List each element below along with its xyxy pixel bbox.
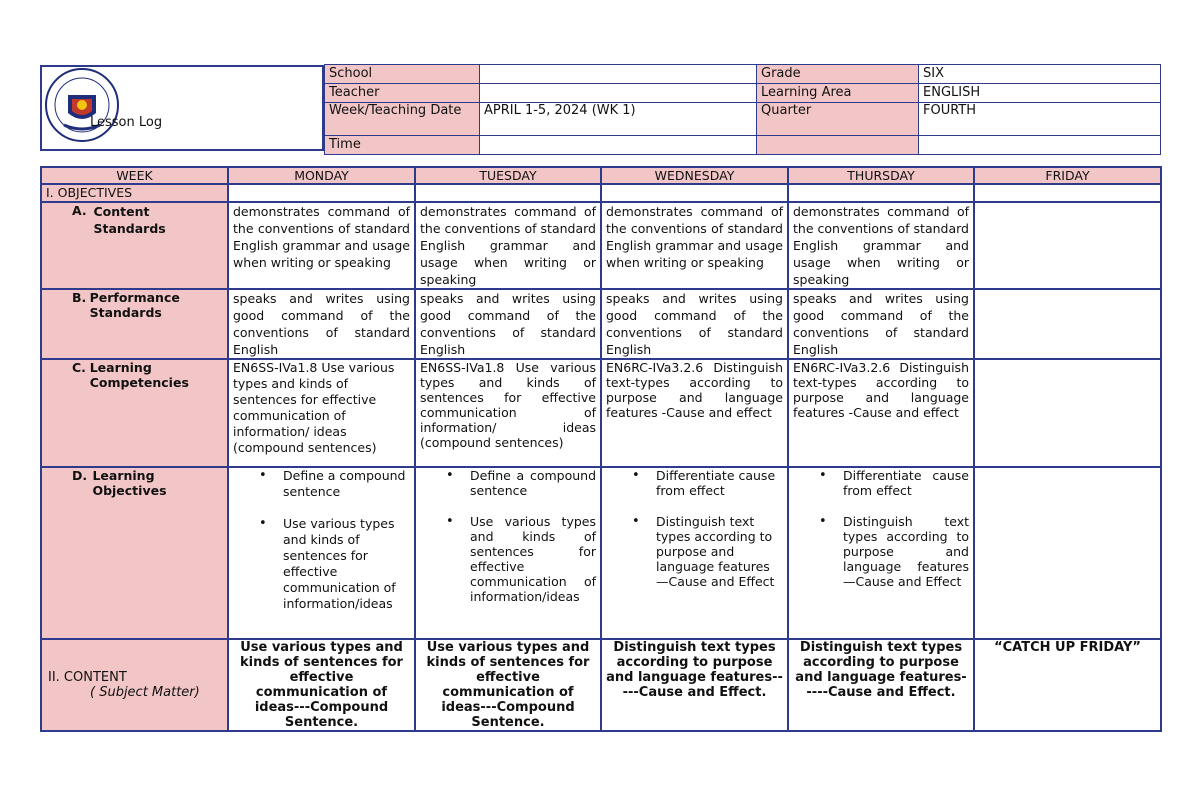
school-value[interactable] [480,65,757,84]
col-week: WEEK [41,167,228,184]
learning-competencies-row [41,359,1161,467]
row-label: Learning Competencies [89,360,189,390]
learning-area-label: Learning Area [757,84,919,103]
empty-cell [601,184,788,202]
lesson-plan-table [40,166,1162,732]
performance-standards-monday: speaks and writes using good command of the conventions of standard English [228,289,415,359]
list-item: • Define a compound sentence [283,468,410,500]
learning-competencies-tuesday: EN6SS-IVa1.8 Use various types and kinds of sentences for effective communication of information/ ideas (compound sentences) [415,359,601,467]
learning-objectives-thursday [788,467,974,639]
learning-competencies-monday: EN6SS-IVa1.8 Use various types and kinds of sentences for effective communication of information/ ideas (compound sentences) [228,359,415,467]
grade-value[interactable]: SIX [919,65,1161,84]
content-title: II. CONTENT [48,670,127,685]
row-letter: C. [72,360,86,375]
performance-standards-tuesday: speaks and writes using good command of the conventions of standard English [415,289,601,359]
col-friday: FRIDAY [974,167,1161,184]
teacher-label: Teacher [325,84,480,103]
empty-cell [788,184,974,202]
learning-competencies-thursday: EN6RC-IVa3.2.6 Distinguish text-types according to purpose and language features -Cause and effect [788,359,974,467]
list-item: • Use various types and kinds of sentences for effective communication of information/ideas [283,516,410,612]
performance-standards-thursday: speaks and writes using good command of the conventions of standard English [788,289,974,359]
content-standards-label [41,202,228,289]
content-thursday: Distinguish text types according to purpose and language features-----Cause and Effect. [788,639,974,731]
content-standards-row [41,202,1161,289]
objectives-row [41,184,1161,202]
learning-objectives-tuesday [415,467,601,639]
deped-seal-logo [44,67,120,143]
performance-standards-row [41,289,1161,359]
learning-objectives-friday [974,467,1161,639]
blank-value [919,136,1161,155]
learning-competencies-label [41,359,228,467]
content-friday: “CATCH UP FRIDAY” [974,639,1161,731]
learning-area-value[interactable]: ENGLISH [919,84,1161,103]
row-label: Performance Standards [89,290,180,320]
empty-cell [415,184,601,202]
quarter-value[interactable]: FOURTH [919,103,1161,136]
header-info-table [324,64,1161,155]
week-date-value[interactable]: APRIL 1-5, 2024 (WK 1) [480,103,757,136]
content-standards-thursday: demonstrates command of the conventions of standard English grammar and usage when writing or speaking [788,202,974,289]
list-item: • Use various types and kinds of sentences for effective communication of information/ideas [470,514,596,604]
content-sublabel: ( Subject Matter) [90,685,200,700]
list-item: • Distinguish text types according to purpose and language features —Cause and Effect [656,514,783,589]
col-monday: MONDAY [228,167,415,184]
grade-label: Grade [757,65,919,84]
lesson-log-title: Lesson Log [90,115,163,130]
content-standards-tuesday: demonstrates command of the conventions of standard English grammar and usage when writing or speaking [415,202,601,289]
row-letter: B. [72,290,87,305]
content-standards-friday [974,202,1161,289]
list-item: • Define a compound sentence [470,468,596,498]
list-item: • Distinguish text types according to purpose and language features —Cause and Effect [843,514,969,589]
content-standards-monday: demonstrates command of the conventions of standard English grammar and usage when writing or speaking [228,202,415,289]
col-thursday: THURSDAY [788,167,974,184]
col-tuesday: TUESDAY [415,167,601,184]
row-letter: A. [72,203,87,218]
learning-objectives-row [41,467,1161,639]
list-item: • Differentiate cause from effect [656,468,783,498]
quarter-label: Quarter [757,103,919,136]
row-label: Content Standards [93,204,166,236]
content-row [41,639,1161,731]
table-header-row [41,167,1161,184]
list-item: • Differentiate cause from effect [843,468,969,498]
school-label: School [325,65,480,84]
col-wednesday: WEDNESDAY [601,167,788,184]
performance-standards-wednesday: speaks and writes using good command of the conventions of standard English [601,289,788,359]
time-value[interactable] [480,136,757,155]
blank-label [757,136,919,155]
performance-standards-label [41,289,228,359]
content-wednesday: Distinguish text types according to purpose and language features-----Cause and Effect. [601,639,788,731]
row-label: Learning Objectives [92,468,167,498]
content-tuesday: Use various types and kinds of sentences for effective communication of ideas---Compound Sentence. [415,639,601,731]
row-letter: D. [72,468,88,483]
empty-cell [974,184,1161,202]
performance-standards-friday [974,289,1161,359]
content-label [41,639,228,731]
content-monday: Use various types and kinds of sentences for effective communication of ideas---Compound Sentence. [228,639,415,731]
objectives-label: I. OBJECTIVES [41,184,228,202]
learning-competencies-wednesday: EN6RC-IVa3.2.6 Distinguish text-types according to purpose and language features -Cause and effect [601,359,788,467]
teacher-value[interactable] [480,84,757,103]
learning-objectives-wednesday [601,467,788,639]
learning-objectives-label [41,467,228,639]
week-date-label: Week/Teaching Date [325,103,480,136]
learning-competencies-friday [974,359,1161,467]
content-standards-wednesday: demonstrates command of the conventions of standard English grammar and usage when writing or speaking [601,202,788,289]
time-label: Time [325,136,480,155]
empty-cell [228,184,415,202]
learning-objectives-monday [228,467,415,639]
